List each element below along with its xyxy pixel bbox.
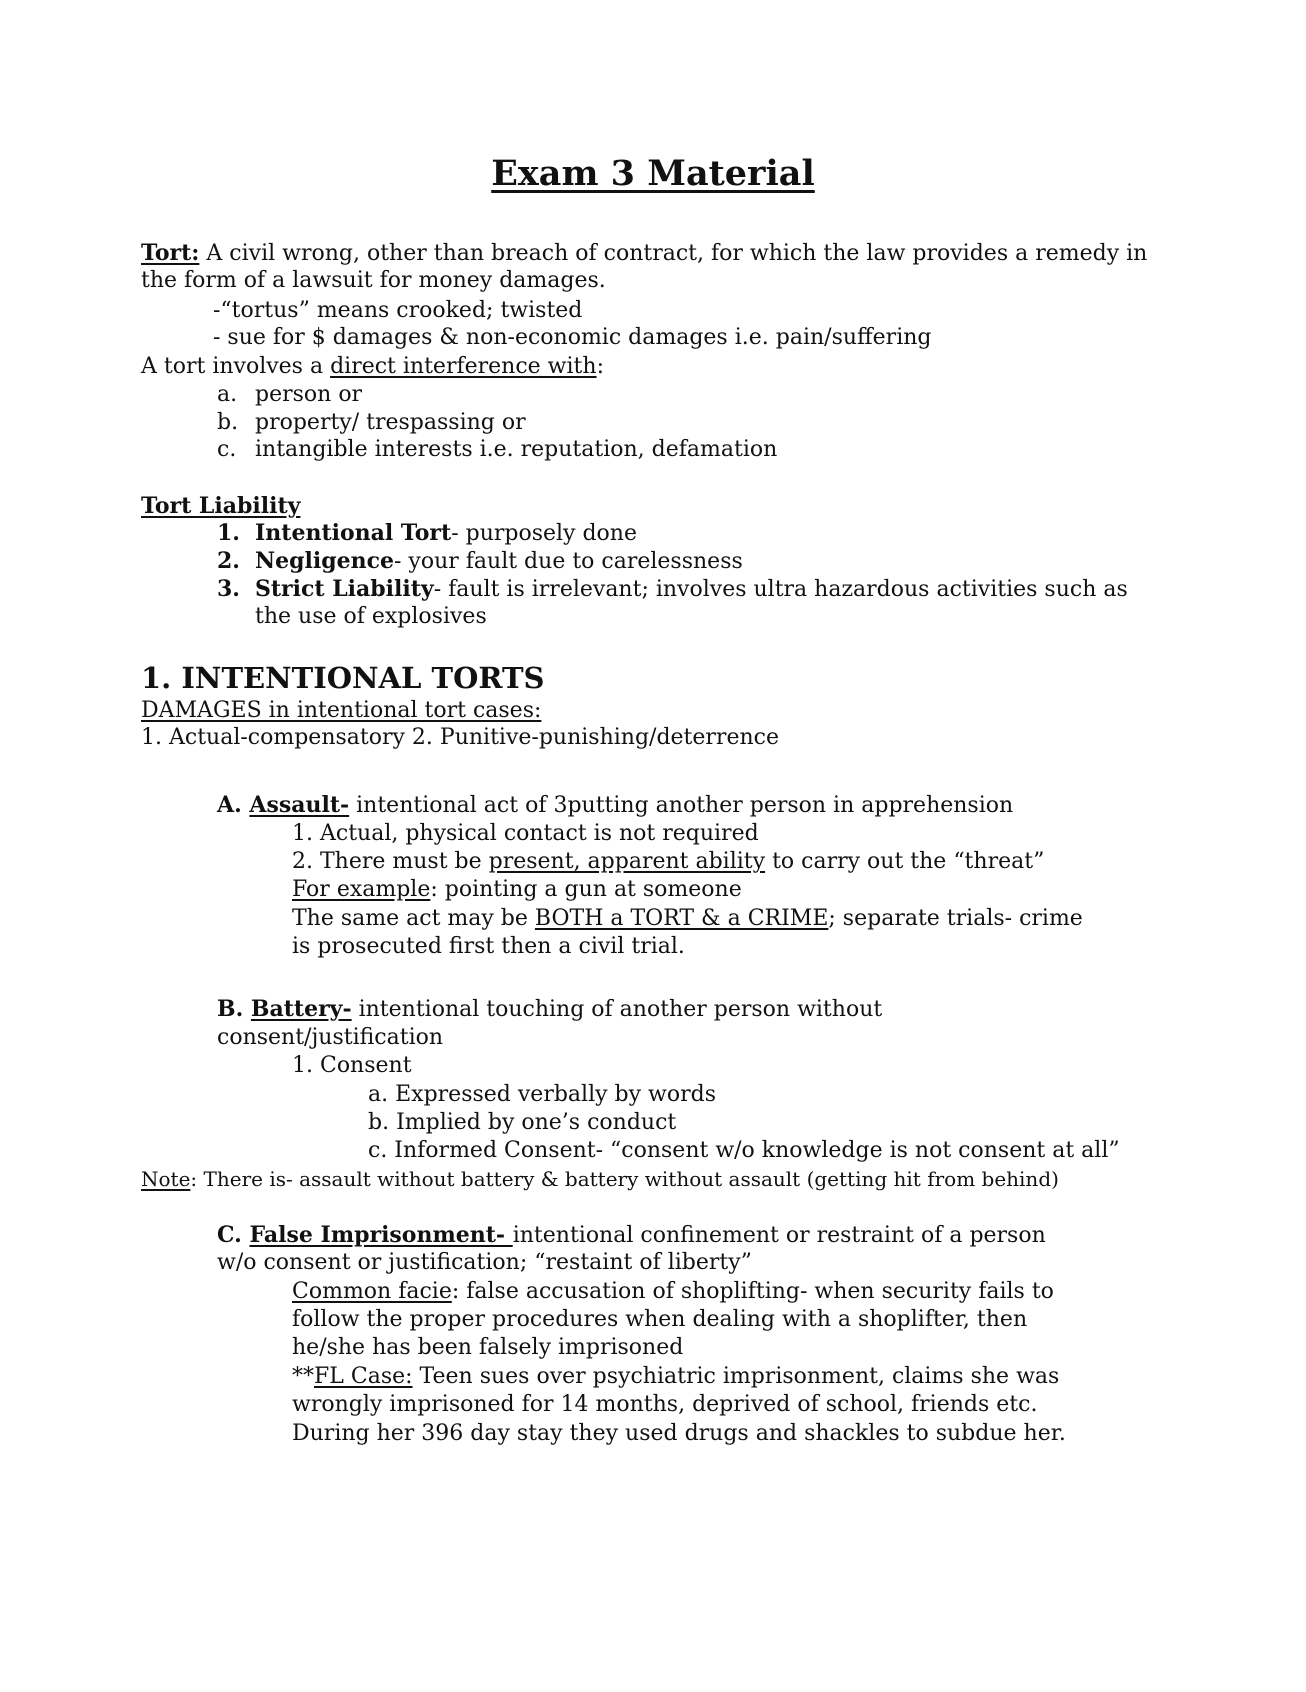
- list-item: [217, 436, 777, 464]
- direct-interference-term: direct interference with: [330, 354, 597, 379]
- involves-suffix: :: [596, 354, 604, 379]
- false-imprisonment-label: C.: [217, 1222, 250, 1248]
- fl-case-text: Teen sues over psychiatric imprisonment, claims she was: [412, 1364, 1060, 1389]
- liability-term: Negligence: [255, 548, 394, 574]
- liability-term: Strict Liability: [255, 576, 434, 602]
- fl-case-line-2: wrongly imprisoned for 14 months, deprived of school, friends etc.: [292, 1392, 1038, 1417]
- assault-point-2: [292, 848, 1044, 876]
- liability-continuation: the use of explosives: [255, 604, 487, 629]
- consent-informed: c. Informed Consent- “consent w/o knowledge is not consent at all”: [368, 1138, 1120, 1163]
- common-facie-line-3: he/she has been falsely imprisoned: [292, 1335, 684, 1360]
- assault-tort-crime-continuation: is prosecuted first then a civil trial.: [292, 934, 685, 959]
- assault-point-2-suffix: to carry out the “threat”: [765, 849, 1045, 874]
- section-heading-intentional-torts: 1. INTENTIONAL TORTS: [141, 661, 545, 695]
- battery-definition: intentional touching of another person without: [351, 997, 883, 1022]
- example-label: For example: [292, 877, 431, 902]
- consent-expressed: a. Expressed verbally by words: [368, 1082, 716, 1107]
- page-title: Exam 3 Material: [491, 153, 815, 194]
- common-facie-label: Common facie: [292, 1279, 452, 1304]
- tort-term: Tort:: [141, 240, 200, 266]
- battery-term: Battery-: [250, 996, 352, 1022]
- list-text: intangible interests i.e. reputation, defamation: [255, 437, 778, 462]
- common-facie-line-2: follow the proper procedures when dealing with a shoplifter, then: [292, 1307, 1028, 1332]
- example-text: : pointing a gun at someone: [430, 877, 742, 902]
- damages-heading: DAMAGES in intentional tort cases:: [141, 698, 542, 723]
- list-item: [217, 381, 362, 409]
- list-item: [217, 409, 526, 437]
- tort-definition-text: A civil wrong, other than breach of contract, for which the law provides a remedy in: [199, 241, 1148, 266]
- common-facie-line: [292, 1278, 1054, 1306]
- liability-number: 1.: [217, 520, 240, 546]
- consent-implied: b. Implied by one’s conduct: [368, 1110, 677, 1135]
- tort-definition-line-1: [141, 239, 1147, 268]
- assault-term: Assault-: [249, 792, 350, 818]
- tort-liability-heading: Tort Liability: [141, 493, 301, 519]
- note-label: Note: [141, 1167, 191, 1191]
- assault-example: [292, 876, 742, 904]
- list-text: person or: [255, 382, 363, 407]
- common-facie-text: : false accusation of shoplifting- when security fails to: [451, 1279, 1054, 1304]
- false-imprisonment-heading: [217, 1221, 1046, 1250]
- involves-prefix: A tort involves a: [141, 354, 331, 379]
- tort-and-crime-term: BOTH a TORT & a CRIME: [534, 906, 829, 931]
- list-marker: b.: [217, 410, 239, 435]
- battery-label: B.: [217, 996, 251, 1022]
- liability-number: 2.: [217, 548, 240, 574]
- list-marker: c.: [217, 437, 237, 462]
- liability-term: Intentional Tort: [255, 520, 452, 546]
- present-apparent-ability-term: present, apparent ability: [488, 849, 766, 874]
- tort-bullet-tortus: -“tortus” means crooked; twisted: [213, 298, 583, 323]
- tort-involves-line: [141, 353, 604, 381]
- liability-item: [217, 547, 743, 576]
- liability-text: - purposely done: [451, 521, 637, 546]
- battery-consent: 1. Consent: [292, 1053, 412, 1078]
- fl-case-line: [292, 1363, 1059, 1391]
- assault-definition: intentional act of 3putting another person in apprehension: [349, 793, 1014, 818]
- liability-number: 3.: [217, 576, 240, 602]
- assault-heading: [217, 791, 1013, 820]
- false-imprisonment-definition: intentional confinement or restraint of a person: [512, 1223, 1046, 1248]
- list-text: property/ trespassing or: [255, 410, 526, 435]
- assault-point-2-prefix: 2. There must be: [292, 849, 489, 874]
- tort-bullet-damages: - sue for $ damages & non-economic damages i.e. pain/suffering: [213, 325, 932, 350]
- fl-case-label: FL Case:: [314, 1364, 413, 1389]
- liability-item: [217, 519, 637, 548]
- battery-definition-continuation: consent/justification: [217, 1025, 444, 1050]
- fl-case-line-3: During her 396 day stay they used drugs and shackles to subdue her.: [292, 1421, 1066, 1446]
- liability-text: - fault is irrelevant; involves ultra hazardous activities such as: [433, 577, 1128, 602]
- battery-note: [141, 1165, 1059, 1193]
- fl-case-prefix: **: [292, 1364, 314, 1389]
- damages-text: 1. Actual-compensatory 2. Punitive-punishing/deterrence: [141, 725, 779, 750]
- liability-text: - your fault due to carelessness: [393, 549, 743, 574]
- liability-item: [217, 575, 1128, 604]
- note-text: : There is- assault without battery & battery without assault (getting hit from behind): [190, 1167, 1059, 1191]
- tort-crime-suffix: ; separate trials- crime: [828, 906, 1083, 931]
- assault-label: A.: [217, 792, 250, 818]
- list-marker: a.: [217, 382, 238, 407]
- battery-heading: [217, 995, 882, 1024]
- tort-definition-line-2: the form of a lawsuit for money damages.: [141, 268, 606, 293]
- assault-tort-crime-line: [292, 905, 1083, 933]
- false-imprisonment-term: False Imprisonment-: [249, 1222, 513, 1248]
- assault-point-1: 1. Actual, physical contact is not required: [292, 821, 759, 846]
- tort-crime-prefix: The same act may be: [292, 906, 535, 931]
- false-imprisonment-continuation: w/o consent or justification; “restaint of liberty”: [217, 1250, 752, 1275]
